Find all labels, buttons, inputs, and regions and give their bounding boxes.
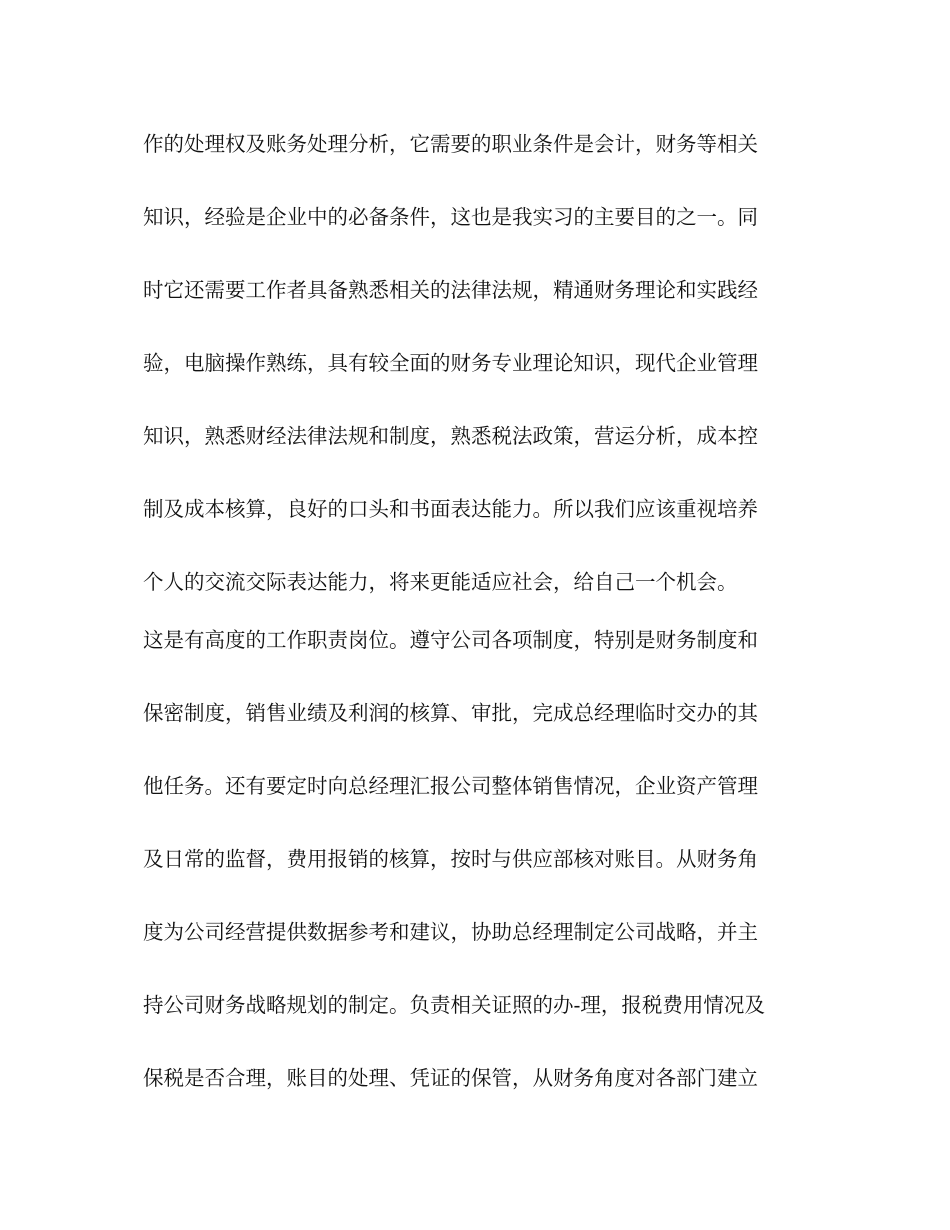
paragraph-2-line-1: 这是有高度的工作职责岗位。遵守公司各项制度，特别是财务制度和 [143, 628, 758, 652]
paragraph-1-line-4: 验，电脑操作熟练，具有较全面的财务专业理论知识，现代企业管理 [143, 351, 758, 375]
paragraph-1-line-6: 制及成本核算，良好的口头和书面表达能力。所以我们应该重视培养 [143, 497, 758, 521]
paragraph-1-line-2: 知识，经验是企业中的必备条件，这也是我实习的主要目的之一。同 [143, 205, 758, 229]
paragraph-1-line-5: 知识，熟悉财经法律法规和制度，熟悉税法政策，营运分析，成本控 [143, 424, 758, 448]
paragraph-2-line-2: 保密制度，销售业绩及利润的核算、审批，完成总经理临时交办的其 [143, 701, 758, 725]
paragraph-2-line-6: 持公司财务战略规划的制定。负责相关证照的办-理，报税费用情况及 [143, 993, 765, 1017]
paragraph-2-line-5: 度为公司经营提供数据参考和建议，协助总经理制定公司战略，并主 [143, 920, 758, 944]
paragraph-2-line-3: 他任务。还有要定时向总经理汇报公司整体销售情况，企业资产管理 [143, 774, 758, 798]
paragraph-2-line-4: 及日常的监督，费用报销的核算，按时与供应部核对账目。从财务角 [143, 847, 758, 871]
paragraph-2-line-7: 保税是否合理，账目的处理、凭证的保管，从财务角度对各部门建立 [143, 1066, 758, 1090]
paragraph-1-line-1: 作的处理权及账务处理分析，它需要的职业条件是会计，财务等相关 [143, 132, 758, 156]
paragraph-1-line-7: 个人的交流交际表达能力，将来更能适应社会，给自己一个机会。 [143, 570, 738, 594]
paragraph-1-line-3: 时它还需要工作者具备熟悉相关的法律法规，精通财务理论和实践经 [143, 278, 758, 302]
